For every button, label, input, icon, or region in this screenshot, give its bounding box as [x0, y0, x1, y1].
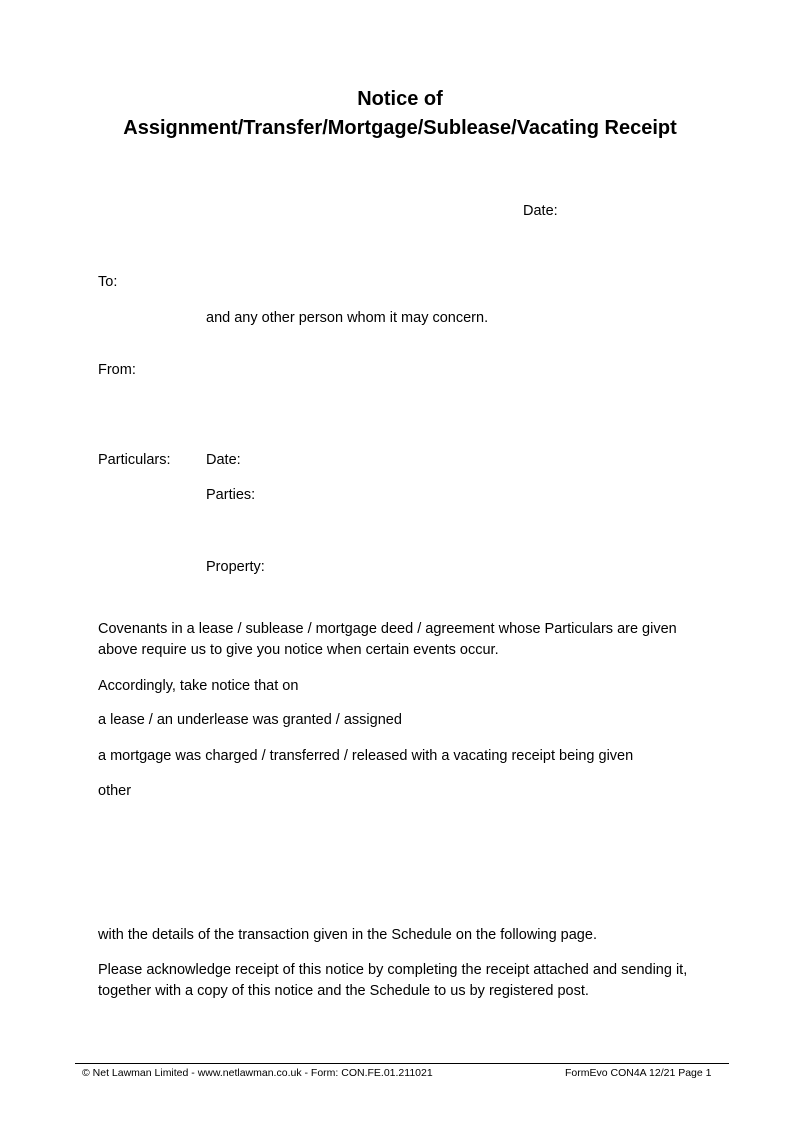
particulars-parties-label: Parties:	[206, 487, 256, 503]
option-mortgage-text: a mortgage was charged / transferred / released with a vacating receipt being given	[98, 748, 634, 764]
title-line-1: Notice of	[357, 88, 443, 110]
covenants-paragraph: Covenants in a lease / sublease / mortgage deed / agreement whose Particulars are given above require us to give you notice when certain events occur.	[98, 621, 677, 658]
accordingly-text: Accordingly, take notice that on	[98, 678, 299, 694]
to-other-text: and any other person whom it may concern.	[206, 310, 489, 326]
option-lease-text: a lease / an underlease was granted / assigned	[98, 712, 402, 728]
footer-divider	[75, 1063, 729, 1064]
option-other-text: other	[98, 783, 132, 799]
particulars-date-label: Date:	[206, 452, 241, 468]
particulars-label: Particulars:	[98, 452, 171, 468]
footer-copyright: © Net Lawman Limited - www.netlawman.co.uk - Form: CON.FE.01.211021	[82, 1067, 433, 1079]
acknowledge-paragraph: Please acknowledge receipt of this notice by completing the receipt attached and sending it, together with a copy of this notice and the Schedule to us by registered post.	[98, 962, 688, 999]
schedule-text: with the details of the transaction given in the Schedule on the following page.	[98, 927, 597, 943]
particulars-property-label: Property:	[206, 559, 265, 575]
title-line-2: Assignment/Transfer/Mortgage/Sublease/Vacating Receipt	[123, 117, 677, 139]
footer-form-page: FormEvo CON4A 12/21 Page 1	[565, 1067, 712, 1079]
to-label: To:	[98, 274, 118, 290]
date-label: Date:	[523, 203, 558, 219]
from-label: From:	[98, 362, 136, 378]
